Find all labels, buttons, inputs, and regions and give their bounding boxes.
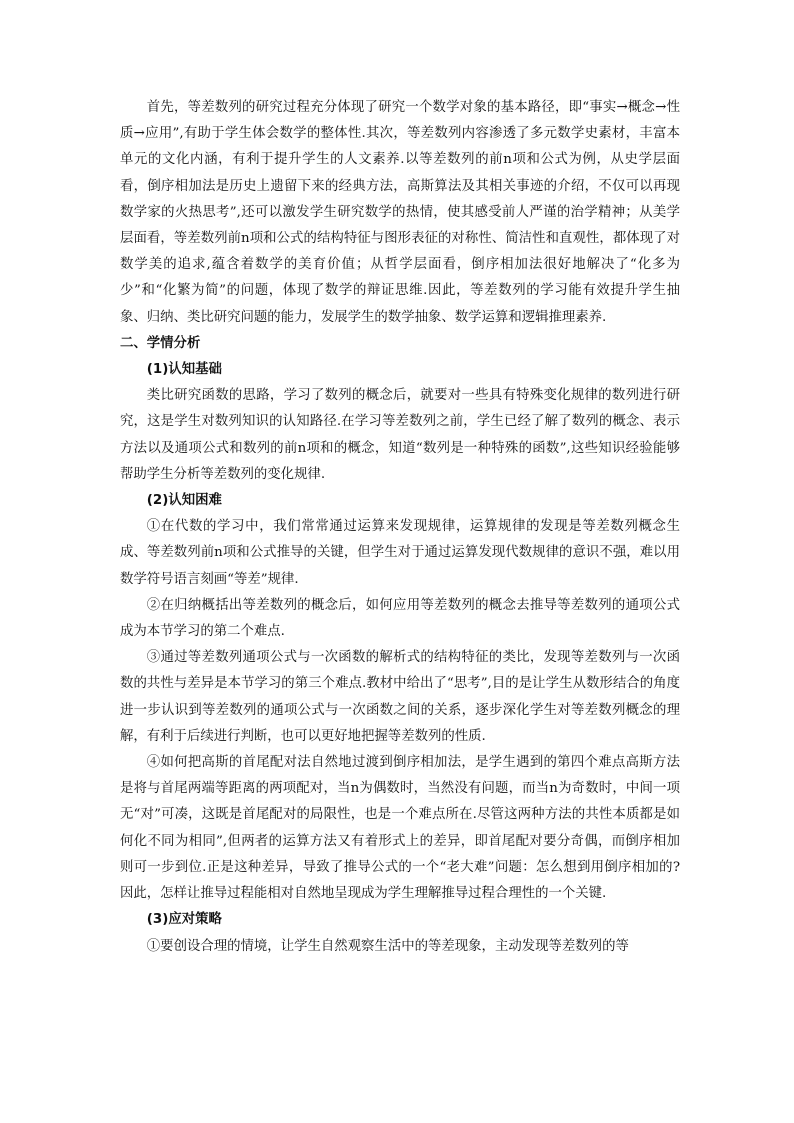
cognitive-basis-paragraph: 类比研究函数的思路，学习了数列的概念后，就要对一些具有特殊变化规律的数列进行研究，这是学生对数列知识的认知路径.在学习等差数列之前，学生已经了解了数列的概念、表示方法以及通项公式和数列的前n项和的概念，知道“数列是一种特殊的函数”,这些知识经验能够帮助学生分析等差数列的变化规律. <box>120 388 680 482</box>
difficulty-item-1: ①在代数的学习中，我们常常通过运算来发现规律，运算规律的发现是等差数列概念生成、等差数列前n项和公式推导的关键，但学生对于通过运算发现代数规律的意识不强，难以用数学符号语言刻画“等差”规律. <box>120 519 680 587</box>
section-heading-learning-analysis: 二、学情分析 <box>120 335 201 351</box>
intro-paragraph: 首先，等差数列的研究过程充分体现了研究一个数学对象的基本路径，即“事实→概念→性质→应用”,有助于学生体会数学的整体性.其次，等差数列内容渗透了多元数学史素材，丰富本单元的文化内涵，有利于提升学生的人文素养.以等差数列的前n项和公式为例，从史学层面看，倒序相加法是历史上遗留下来的经典方法，高斯算法及其相关事迹的介绍，不仅可以再现数学家的火热思考”,还可以激发学生研究数学的热情，使其感受前人严谨的治学精神；从美学层面看，等差数列前n项和公式的结构特征与图形表征的对称性、简洁性和直观性，都体现了对数学美的追求,蕴含着数学的美育价值；从哲学层面看，倒序相加法很好地解决了“化多为少”和“化繁为简”的问题，体现了数学的辩证思维.因此，等差数列的学习能有效提升学生抽象、归纳、类比研究问题的能力，发展学生的数学抽象、数学运算和逻辑推理素养. <box>120 100 680 325</box>
difficulty-item-3: ③通过等差数列通项公式与一次函数的解析式的结构特征的类比，发现等差数列与一次函数的共性与差异是本节学习的第三个难点.教材中给出了“思考”,目的是让学生从数形结合的角度进一步认识到等差数列的通项公式与一次函数之间的关系，逐步深化学生对等差数列概念的理解，有利于后续进行判断，也可以更好地把握等差数列的性质. <box>120 650 680 744</box>
subheading-cognitive-basis: (1)认知基础 <box>146 362 222 378</box>
document-page <box>120 95 680 960</box>
difficulty-item-4: ④如何把高斯的首尾配对法自然地过渡到倒序相加法，是学生遇到的第四个难点高斯方法是将与首尾两端等距离的两项配对，当n为偶数时，当然没有问题，而当n为奇数时，中间一项无“对”可凑，这既是首尾配对的局限性，也是一个难点所在.尽管这两种方法的共性本质都是如何化不同为相同”,但两者的运算方法又有着形式上的差异，即首尾配对要分奇偶，而倒序相加则可一步到位.正是这种差异，导致了推导公式的一个“老大难”问题：怎么想到用倒序相加的?因此，怎样让推导过程能相对自然地呈现成为学生理解推导过程合理性的一个关键. <box>120 755 680 902</box>
strategy-item-1: ①要创设合理的情境，让学生自然观察生活中的等差现象，主动发现等差数列的等 <box>146 938 629 954</box>
difficulty-item-2: ②在归纳概括出等差数列的概念后，如何应用等差数列的概念去推导等差数列的通项公式成为本节学习的第二个难点. <box>120 597 680 640</box>
subheading-coping-strategy: (3)应对策略 <box>146 912 222 928</box>
subheading-cognitive-difficulty: (2)认知困难 <box>146 493 222 509</box>
